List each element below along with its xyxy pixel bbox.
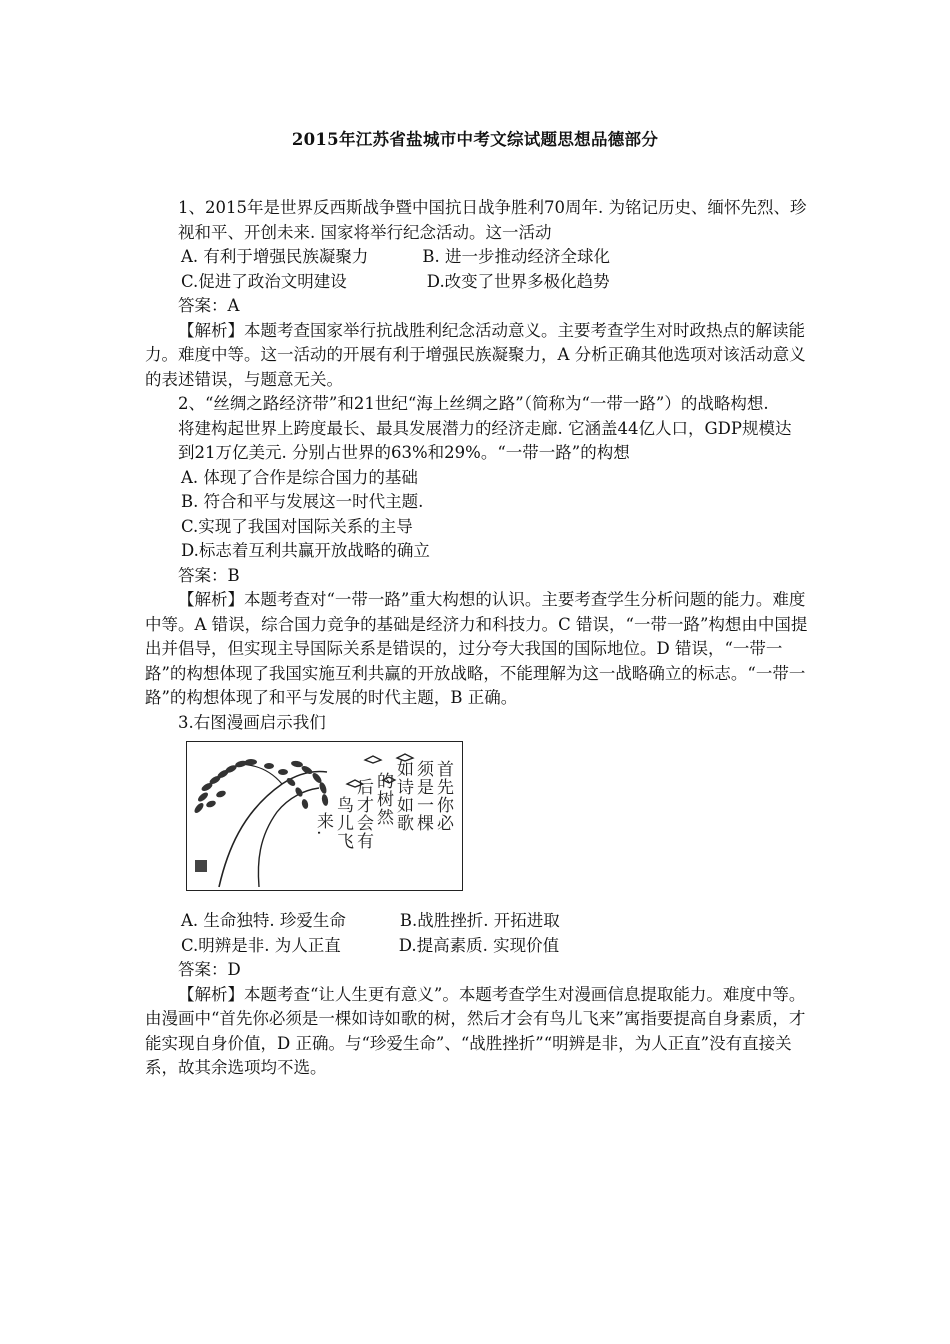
cartoon-text-col-4: 的树然 [373, 772, 393, 826]
q1-stem-line-1: 1、2015年是世界反西斯战争暨中国抗日战争胜利70周年. 为铭记历史、缅怀先烈、珍 [178, 198, 807, 217]
spacer [145, 891, 810, 909]
q1-option-a: A. 有利于增强民族凝聚力 [181, 247, 369, 266]
q1-options-row-2 [145, 270, 810, 295]
q1-option-d: D.改变了世界多极化趋势 [426, 271, 610, 291]
document-title: 2015年江苏省盐城市中考文综试题思想品德部分 [291, 130, 659, 149]
q2-option-d: D.标志着互利共赢开放战略的确立 [181, 541, 430, 560]
q3-option-b: B.战胜挫折. 开拓进取 [399, 911, 560, 930]
q3-stem: 3.右图漫画启示我们 [178, 712, 326, 732]
cartoon-image [186, 741, 463, 891]
q1-option-c: C.促进了政治文明建设 [181, 271, 347, 291]
cartoon-text-col-5: 后才会有 [353, 778, 373, 850]
q3-options-row-1 [145, 909, 810, 934]
document-body [145, 196, 810, 1081]
q3-options-row-2 [145, 934, 810, 959]
q2-option-a: A. 体现了合作是综合国力的基础 [181, 467, 418, 487]
q1-answer: 答案：A [178, 296, 240, 315]
q2-stem-line-2: 将建构起世界上跨度最长、最具发展潜力的经济走廊. 它涵盖44亿人口，GDP规模达 [178, 418, 792, 438]
q3-option-d: D.提高素质. 实现价值 [398, 935, 560, 955]
q1-option-b: B. 进一步推动经济全球化 [422, 247, 611, 266]
q2-stem-line-3: 到21万亿美元. 分别占世界的63%和29%。“一带一路”的构想 [178, 443, 630, 462]
q3-answer: 答案：D [178, 960, 241, 979]
q3-option-c: C.明辨是非. 为人正直 [181, 935, 341, 955]
q1-stem-line-2: 视和平、开创未来. 国家将举行纪念活动。这一活动 [178, 222, 552, 242]
q2-option-c: C.实现了我国对国际关系的主导 [181, 516, 413, 536]
cartoon-text-col-7: 来. [313, 812, 333, 837]
q2-answer: 答案：B [178, 565, 240, 585]
q2-analysis: 【解析】本题考查对“一带一路”重大构想的认识。主要考查学生分析问题的能力。难度中等。A 错误，综合国力竞争的基础是经济力和科技力。C 错误，“一带一路”构想由中国提出并倡导，但实现主导国际关系是错误的，过分夸大我国的国际地位。D 错误，“一带一路”的构想体现了我国实施互利共赢的开放战略，不能理解为这一战略确立的标志。“一带一路”的构想体现了和平与发展的时代主题，B 正确。 [145, 590, 808, 707]
q2-option-b: B. 符合和平与发展这一时代主题. [181, 492, 424, 511]
cartoon-text-col-3: 如诗如歌 [393, 760, 413, 832]
q2-stem-line-1: 2、“丝绸之路经济带”和21世纪“海上丝绸之路”（简称为“一带一路”）的战略构想. [178, 394, 769, 413]
cartoon-text-col-6: 鸟儿飞 [333, 796, 353, 850]
cartoon-text-col-1: 首先你必 [433, 760, 453, 832]
q1-analysis: 【解析】本题考查国家举行抗战胜利纪念活动意义。主要考查学生对时政热点的解读能力。难度中等。这一活动的开展有利于增强民族凝聚力，A 分析正确其他选项对该活动意义的表述错误，与题意无关。 [145, 320, 806, 389]
q1-options-row-1 [145, 245, 810, 270]
cartoon-text-col-2: 须是一棵 [413, 760, 433, 832]
q3-analysis: 【解析】本题考查“让人生更有意义”。本题考查学生对漫画信息提取能力。难度中等。由漫画中“首先你必须是一棵如诗如歌的树，然后才会有鸟儿飞来”寓指要提高自身素质，才能实现自身价值，D 正确。与“珍爱生命”、“战胜挫折”“明辨是非，为人正直”没有直接关系，故其余选项均不选。 [145, 984, 806, 1077]
q3-option-a: A. 生命独特. 珍爱生命 [181, 911, 346, 930]
